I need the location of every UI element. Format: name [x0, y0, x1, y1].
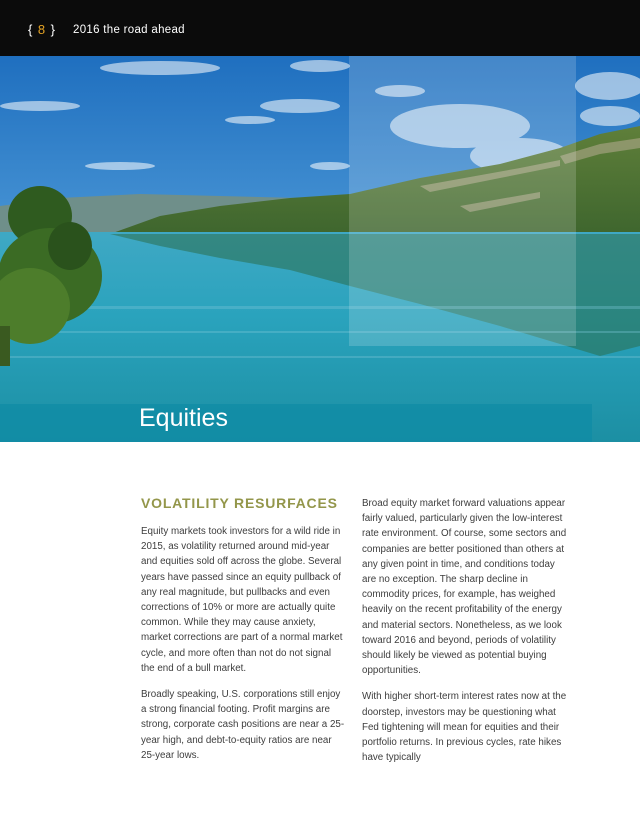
- page-number-value: 8: [37, 22, 46, 37]
- article-column-left: [141, 494, 347, 774]
- article-heading: VOLATILITY RESURFACES: [141, 495, 338, 511]
- page-number: [28, 22, 55, 37]
- brace-close: }: [50, 22, 56, 37]
- lake-landscape-photo: [0, 56, 640, 442]
- article-column-right: [362, 496, 568, 776]
- section-title-overlay: [0, 404, 592, 442]
- article-paragraph: With higher short-term interest rates now at the doorstep, investors may be questioning what Fed tightening will mean for equities and their portfolio returns. In previous cycles, rate hikes have typically: [362, 691, 567, 764]
- hero-image: [0, 56, 640, 442]
- running-header-title: 2016 the road ahead: [73, 24, 185, 36]
- section-title: Equities: [139, 404, 228, 432]
- brace-open: {: [28, 22, 33, 37]
- header-bar: [0, 0, 640, 56]
- article-paragraph: Broad equity market forward valuations appear fairly valued, particularly given the low-interest rate environment. Of course, some sectors and companies are better positioned than others at any given point in time, and conditions today are no exception. The sharp decline in commodity prices, for example, has weighed heavily on the recent profitability of the energy and material sectors. Nonetheless, as we look toward 2016 and beyond, periods of volatility should likely be viewed as potential buying opportunities.: [362, 498, 567, 677]
- article-paragraph: Broadly speaking, U.S. corporations still enjoy a strong financial footing. Profit margins are strong, corporate cash positions are near a 25-year high, and debt-to-equity ratios are near 25-year lows.: [141, 689, 345, 761]
- article-paragraph: Equity markets took investors for a wild ride in 2015, as volatility returned around mid-year and equities sold off across the globe. Several years have passed since an equity pullback of any real magnitude, but pullbacks and even corrections of 10% or more are actually quite common. While they may cause anxiety, market corrections are part of a normal market cycle, and more often than not do not signal the end of a bull market.: [141, 526, 343, 674]
